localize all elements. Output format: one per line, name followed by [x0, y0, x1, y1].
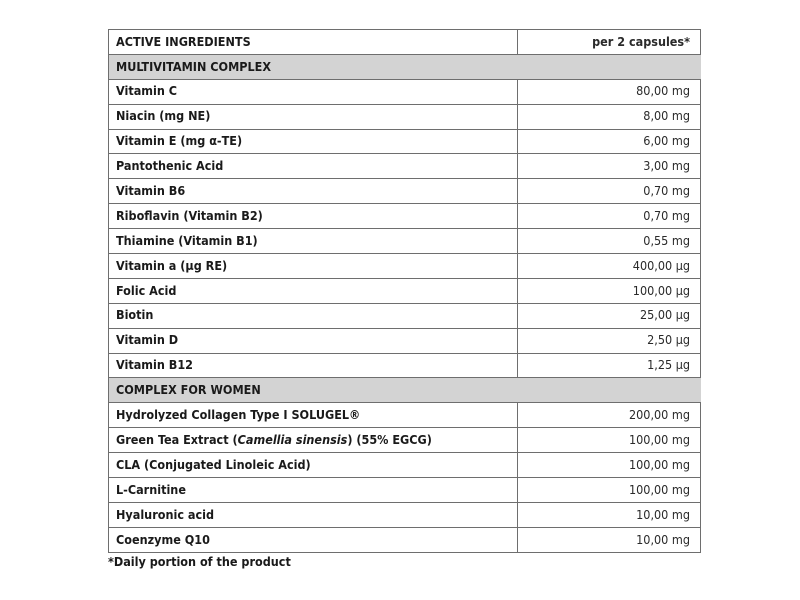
table-row [109, 278, 701, 303]
section-title: COMPLEX FOR WOMEN [109, 378, 701, 403]
table-row [109, 104, 701, 129]
ingredient-name-part: Camellia sinensis [237, 431, 348, 447]
ingredient-name: Niacin (mg NE) [109, 104, 518, 129]
table-row [109, 453, 701, 478]
table-row [109, 502, 701, 527]
ingredient-amount: 200,00 mg [518, 403, 701, 428]
table-row [109, 179, 701, 204]
ingredient-name: Hyaluronic acid [109, 502, 518, 527]
ingredient-amount: 8,00 mg [518, 104, 701, 129]
ingredient-name: CLA (Conjugated Linoleic Acid) [109, 453, 518, 478]
ingredient-amount: 0,70 mg [518, 204, 701, 229]
ingredient-name: Vitamin D [109, 328, 518, 353]
table-row [109, 129, 701, 154]
footnote: *Daily portion of the product [108, 554, 291, 569]
ingredient-name: Biotin [109, 303, 518, 328]
table-row [109, 353, 701, 378]
ingredient-name: Vitamin E (mg α-TE) [109, 129, 518, 154]
ingredient-name: Folic Acid [109, 278, 518, 303]
ingredient-name: Vitamin C [109, 79, 518, 104]
ingredient-amount: 100,00 mg [518, 478, 701, 503]
ingredient-name: Vitamin a (µg RE) [109, 254, 518, 279]
table-header-row [109, 30, 701, 55]
ingredient-name: Vitamin B12 [109, 353, 518, 378]
header-per-2-capsules: per 2 capsules* [518, 30, 701, 55]
ingredient-name: Pantothenic Acid [109, 154, 518, 179]
table-row [109, 204, 701, 229]
table-row [109, 303, 701, 328]
ingredients-table [108, 29, 701, 553]
table-row [109, 154, 701, 179]
section-header-row [109, 378, 701, 403]
ingredient-amount: 400,00 µg [518, 254, 701, 279]
ingredient-name: Thiamine (Vitamin B1) [109, 229, 518, 254]
section-title: MULTIVITAMIN COMPLEX [109, 54, 701, 79]
section-header-row [109, 54, 701, 79]
ingredient-amount: 10,00 mg [518, 502, 701, 527]
ingredient-amount: 1,25 µg [518, 353, 701, 378]
ingredient-amount: 10,00 mg [518, 527, 701, 552]
table-row [109, 527, 701, 552]
ingredient-name [109, 428, 518, 453]
ingredient-amount: 2,50 µg [518, 328, 701, 353]
ingredient-name: Vitamin B6 [109, 179, 518, 204]
table-row [109, 428, 701, 453]
table-row [109, 403, 701, 428]
ingredient-name: Riboflavin (Vitamin B2) [109, 204, 518, 229]
table-row [109, 79, 701, 104]
table-row [109, 254, 701, 279]
ingredient-amount: 0,70 mg [518, 179, 701, 204]
table-row [109, 328, 701, 353]
header-active-ingredients: ACTIVE INGREDIENTS [109, 30, 518, 55]
ingredient-amount: 100,00 mg [518, 453, 701, 478]
ingredient-amount: 6,00 mg [518, 129, 701, 154]
ingredient-name: Coenzyme Q10 [109, 527, 518, 552]
table-row [109, 478, 701, 503]
ingredient-name-part: Green Tea Extract ( [116, 431, 238, 447]
ingredient-amount: 100,00 µg [518, 278, 701, 303]
ingredient-name: Hydrolyzed Collagen Type I SOLUGEL® [109, 403, 518, 428]
table-row [109, 229, 701, 254]
ingredient-amount: 0,55 mg [518, 229, 701, 254]
ingredient-amount: 25,00 µg [518, 303, 701, 328]
ingredient-name-part: ) (55% EGCG) [347, 431, 432, 447]
ingredient-name: L-Carnitine [109, 478, 518, 503]
ingredient-amount: 3,00 mg [518, 154, 701, 179]
ingredient-amount: 100,00 mg [518, 428, 701, 453]
ingredient-amount: 80,00 mg [518, 79, 701, 104]
